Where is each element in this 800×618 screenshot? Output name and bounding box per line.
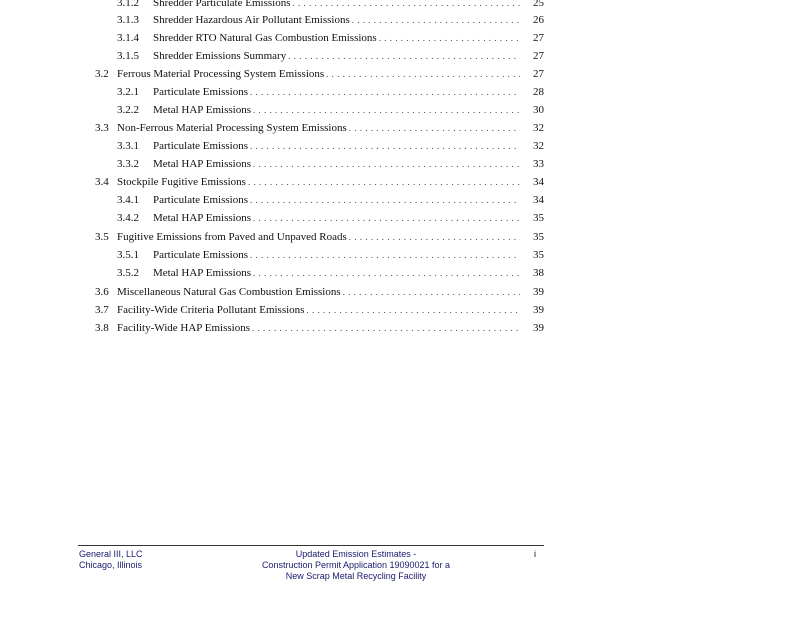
toc-page: 35: [533, 231, 544, 243]
footer-location: Chicago, Illinois: [79, 560, 143, 570]
toc-leader: [250, 192, 520, 208]
toc-leader: [253, 210, 520, 226]
toc-entry[interactable]: [95, 284, 544, 300]
toc-entry[interactable]: [117, 192, 544, 208]
toc-leader: [349, 229, 520, 245]
toc-number: 3.3.1: [117, 140, 139, 152]
toc-page: 32: [533, 140, 544, 152]
toc-title: Shredder Hazardous Air Pollutant Emissions: [153, 14, 350, 26]
toc-title: Shredder Particulate Emissions: [153, 0, 291, 9]
toc-entry[interactable]: [117, 84, 544, 100]
toc-number: 3.6: [95, 286, 109, 298]
toc-page: 35: [533, 212, 544, 224]
toc-entry[interactable]: [117, 156, 544, 172]
toc-leader: [326, 66, 520, 82]
toc-title: Non-Ferrous Material Processing System Emissions: [117, 122, 347, 134]
toc-page: 34: [533, 194, 544, 206]
toc-entry[interactable]: [117, 210, 544, 226]
toc-page: 26: [533, 14, 544, 26]
toc-title: Particulate Emissions: [153, 140, 249, 152]
toc-page: 25: [533, 0, 544, 9]
toc-entry[interactable]: [117, 102, 544, 118]
toc-leader: [352, 12, 520, 28]
toc-page: 33: [533, 158, 544, 170]
toc-title: Shredder RTO Natural Gas Combustion Emissions: [153, 32, 377, 44]
footer-page-number: i: [534, 549, 536, 559]
toc-entry[interactable]: [95, 320, 544, 336]
toc-title: Facility-Wide Criteria Pollutant Emissions: [117, 304, 305, 316]
toc-number: 3.4: [95, 176, 109, 188]
toc-entry[interactable]: [117, 30, 544, 46]
toc-number: 3.3.2: [117, 158, 139, 170]
toc-number: 3.5.1: [117, 249, 139, 261]
toc-title: Facility-Wide HAP Emissions: [117, 322, 250, 334]
toc-number: 3.1.5: [117, 50, 139, 62]
toc-leader: [250, 84, 520, 100]
toc-page: 27: [533, 50, 544, 62]
toc-page: 28: [533, 86, 544, 98]
toc-entry[interactable]: [117, 265, 544, 281]
footer-company-block: [79, 549, 143, 571]
toc-number: 3.2.2: [117, 104, 139, 116]
toc-title: Particulate Emissions: [153, 249, 249, 261]
toc-leader: [248, 174, 520, 190]
toc-title: Metal HAP Emissions: [153, 267, 251, 279]
toc-number: 3.2: [95, 68, 109, 80]
footer-company: General III, LLC: [79, 549, 143, 559]
toc-page: 34: [533, 176, 544, 188]
toc-number: 3.2.1: [117, 86, 139, 98]
toc-entry[interactable]: [117, 12, 544, 28]
toc-title: Shredder Emissions Summary: [153, 50, 287, 62]
toc-number: 3.1.4: [117, 32, 139, 44]
toc-leader: [292, 0, 520, 11]
toc-title: Metal HAP Emissions: [153, 158, 251, 170]
toc-number: 3.4.2: [117, 212, 139, 224]
toc-entry[interactable]: [117, 247, 544, 263]
toc-number: 3.5.2: [117, 267, 139, 279]
toc-page: 39: [533, 304, 544, 316]
toc-page: 30: [533, 104, 544, 116]
toc-number: 3.7: [95, 304, 109, 316]
toc-leader: [253, 156, 520, 172]
toc-title: Stockpile Fugitive Emissions: [117, 176, 246, 188]
toc-title: Fugitive Emissions from Paved and Unpaved Roads: [117, 231, 347, 243]
toc-entry[interactable]: [95, 66, 544, 82]
toc-title: Ferrous Material Processing System Emissions: [117, 68, 325, 80]
toc-title: Miscellaneous Natural Gas Combustion Emissions: [117, 286, 341, 298]
toc-title: Metal HAP Emissions: [153, 212, 251, 224]
toc-title: Particulate Emissions: [153, 194, 249, 206]
footer-doc-line-1: Updated Emission Estimates -: [295, 549, 417, 559]
toc-leader: [306, 302, 520, 318]
toc-leader: [250, 138, 520, 154]
toc-page: 35: [533, 249, 544, 261]
toc-leader: [343, 284, 520, 300]
footer-doc-line-2: Construction Permit Application 19090021 for a: [261, 560, 451, 570]
toc-page: 27: [533, 68, 544, 80]
toc-entry[interactable]: [95, 229, 544, 245]
toc-page: 39: [533, 322, 544, 334]
toc-entry[interactable]: [117, 138, 544, 154]
toc-number: 3.4.1: [117, 194, 139, 206]
footer-divider: [78, 545, 544, 546]
toc-entry[interactable]: [117, 48, 544, 64]
toc-entry[interactable]: [95, 120, 544, 136]
toc-leader: [253, 102, 520, 118]
toc-number: 3.5: [95, 231, 109, 243]
toc-page: 27: [533, 32, 544, 44]
toc-leader: [288, 48, 520, 64]
toc-number: 3.8: [95, 322, 109, 334]
toc-leader: [253, 265, 520, 281]
toc-leader: [379, 30, 520, 46]
toc-leader: [250, 247, 520, 263]
toc-title: Metal HAP Emissions: [153, 104, 251, 116]
toc-entry[interactable]: [95, 174, 544, 190]
toc-page: 39: [533, 286, 544, 298]
toc-leader: [349, 120, 520, 136]
footer-doc-line-3: New Scrap Metal Recycling Facility: [285, 571, 427, 581]
toc-entry[interactable]: [95, 302, 544, 318]
toc-number: 3.1.2: [117, 0, 139, 9]
toc-page: 38: [533, 267, 544, 279]
toc-number: 3.3: [95, 122, 109, 134]
footer-document-title: [240, 549, 472, 582]
toc-leader: [252, 320, 520, 336]
toc-page: 32: [533, 122, 544, 134]
toc-entry[interactable]: [117, 0, 544, 11]
toc-title: Particulate Emissions: [153, 86, 249, 98]
toc-number: 3.1.3: [117, 14, 139, 26]
